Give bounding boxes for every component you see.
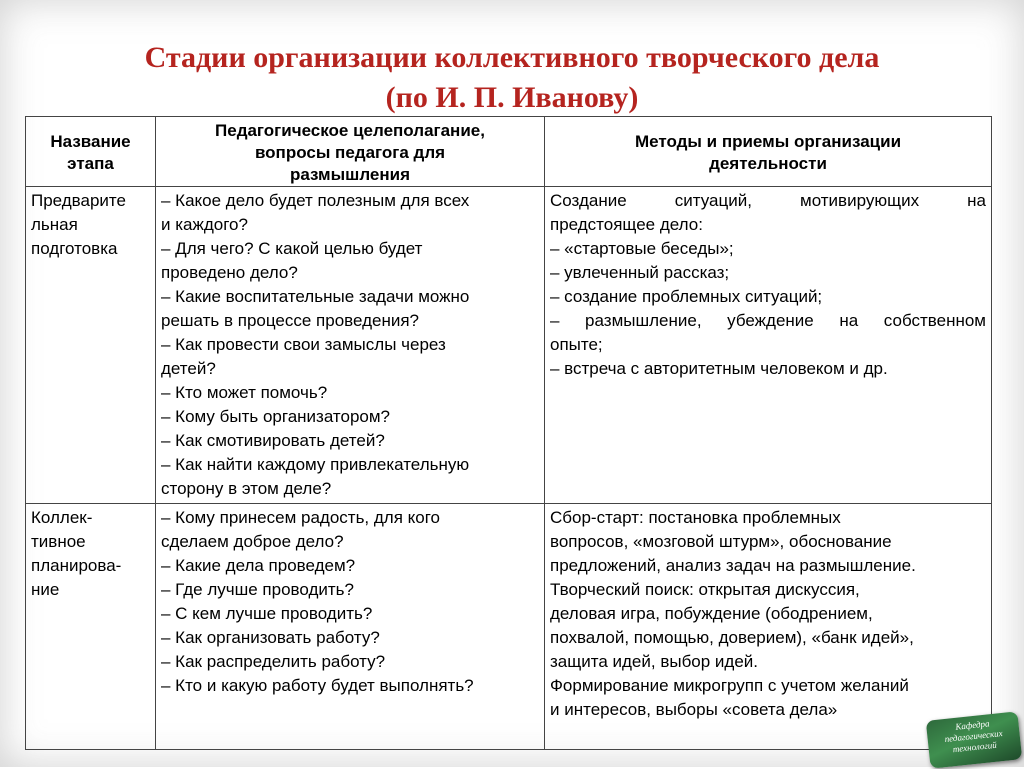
cell-line: – создание проблемных ситуаций; (550, 287, 823, 306)
cell-line: тивное (31, 532, 86, 551)
department-logo (926, 711, 1023, 768)
header-text: деятельности (709, 154, 827, 173)
cell-line: Коллек- (31, 508, 93, 527)
stage-name-cell (26, 187, 156, 504)
cell-line: и каждого? (161, 215, 248, 234)
goals-cell (156, 504, 545, 750)
header-text: Методы и приемы организации (634, 132, 902, 151)
page-title (0, 38, 1024, 118)
cell-line: – Где лучше проводить? (161, 580, 354, 599)
cell-line: детей? (161, 359, 216, 378)
cell-line: – Для чего? С какой целью будет (161, 239, 423, 258)
stage-name-cell (26, 504, 156, 750)
cell-line: – Кто может помочь? (161, 383, 328, 402)
methods-cell (545, 187, 992, 504)
cell-line: – Как организовать работу? (161, 628, 380, 647)
stages-table (25, 116, 992, 750)
header-pedagogical-goals (156, 117, 545, 187)
cell-line: – Какие дела проведем? (161, 556, 356, 575)
cell-line: защита идей, выбор идей. (550, 652, 759, 671)
cell-line: Предварите (31, 191, 126, 210)
cell-line: деловая игра, побуждение (ободрением, (550, 604, 873, 623)
header-text: вопросы педагога для (254, 143, 446, 162)
table-header-row (26, 117, 992, 187)
header-text: этапа (67, 154, 114, 173)
logo-text: педагогических (944, 728, 1004, 745)
cell-line: ние (31, 580, 60, 599)
page-title-line-2: (по И. П. Иванову) (385, 81, 639, 114)
cell-line: – Как провести свои замыслы через (161, 335, 446, 354)
header-text: размышления (289, 165, 410, 184)
table-row (26, 187, 992, 504)
cell-line: Создание ситуаций, мотивирующих на (550, 191, 986, 210)
cell-line: – Как найти каждому привлекательную (161, 455, 470, 474)
cell-line: проведено дело? (161, 263, 298, 282)
goals-cell (156, 187, 545, 504)
cell-line: опыте; (550, 335, 603, 354)
cell-line: Формирование микрогрупп с учетом желаний (550, 676, 909, 695)
cell-line: – С кем лучше проводить? (161, 604, 373, 623)
cell-line: сторону в этом деле? (161, 479, 332, 498)
cell-line: вопросов, «мозговой штурм», обоснование (550, 532, 892, 551)
cell-line: похвалой, помощью, доверием), «банк идей», (550, 628, 914, 647)
cell-line: Творческий поиск: открытая дискуссия, (550, 580, 860, 599)
cell-line: предложений, анализ задач на размышление. (550, 556, 916, 575)
cell-line: – Как распределить работу? (161, 652, 386, 671)
logo-text: Кафедра (954, 718, 990, 732)
cell-line: Сбор-старт: постановка проблемных (550, 508, 841, 527)
cell-line: планирова- (31, 556, 122, 575)
cell-line: – Какое дело будет полезным для всех (161, 191, 470, 210)
cell-line: – Как смотивировать детей? (161, 431, 385, 450)
methods-cell (545, 504, 992, 750)
cell-line: – Кто и какую работу будет выполнять? (161, 676, 474, 695)
header-methods (545, 117, 992, 187)
header-text: Название (50, 132, 131, 151)
cell-line: – Какие воспитательные задачи можно (161, 287, 470, 306)
header-stage-name (26, 117, 156, 187)
table-row (26, 504, 992, 750)
cell-line: решать в процессе проведения? (161, 311, 419, 330)
cell-line: предстоящее дело: (550, 215, 703, 234)
logo-text: технологий (952, 739, 998, 755)
cell-line: и интересов, выборы «совета дела» (550, 700, 838, 719)
cell-line: льная (31, 215, 78, 234)
page-title-line-1: Стадии организации коллективного творческого дела (144, 41, 880, 74)
cell-line: – встреча с авторитетным человеком и др. (550, 359, 888, 378)
cell-line: – Кому быть организатором? (161, 407, 391, 426)
cell-line: – Кому принесем радость, для кого (161, 508, 441, 527)
cell-line: – «стартовые беседы»; (550, 239, 734, 258)
cell-line: подготовка (31, 239, 118, 258)
cell-line: – увлеченный рассказ; (550, 263, 730, 282)
cell-line: сделаем доброе дело? (161, 532, 344, 551)
cell-line: – размышление, убеждение на собственном (550, 311, 986, 330)
header-text: Педагогическое целеполагание, (215, 121, 485, 140)
